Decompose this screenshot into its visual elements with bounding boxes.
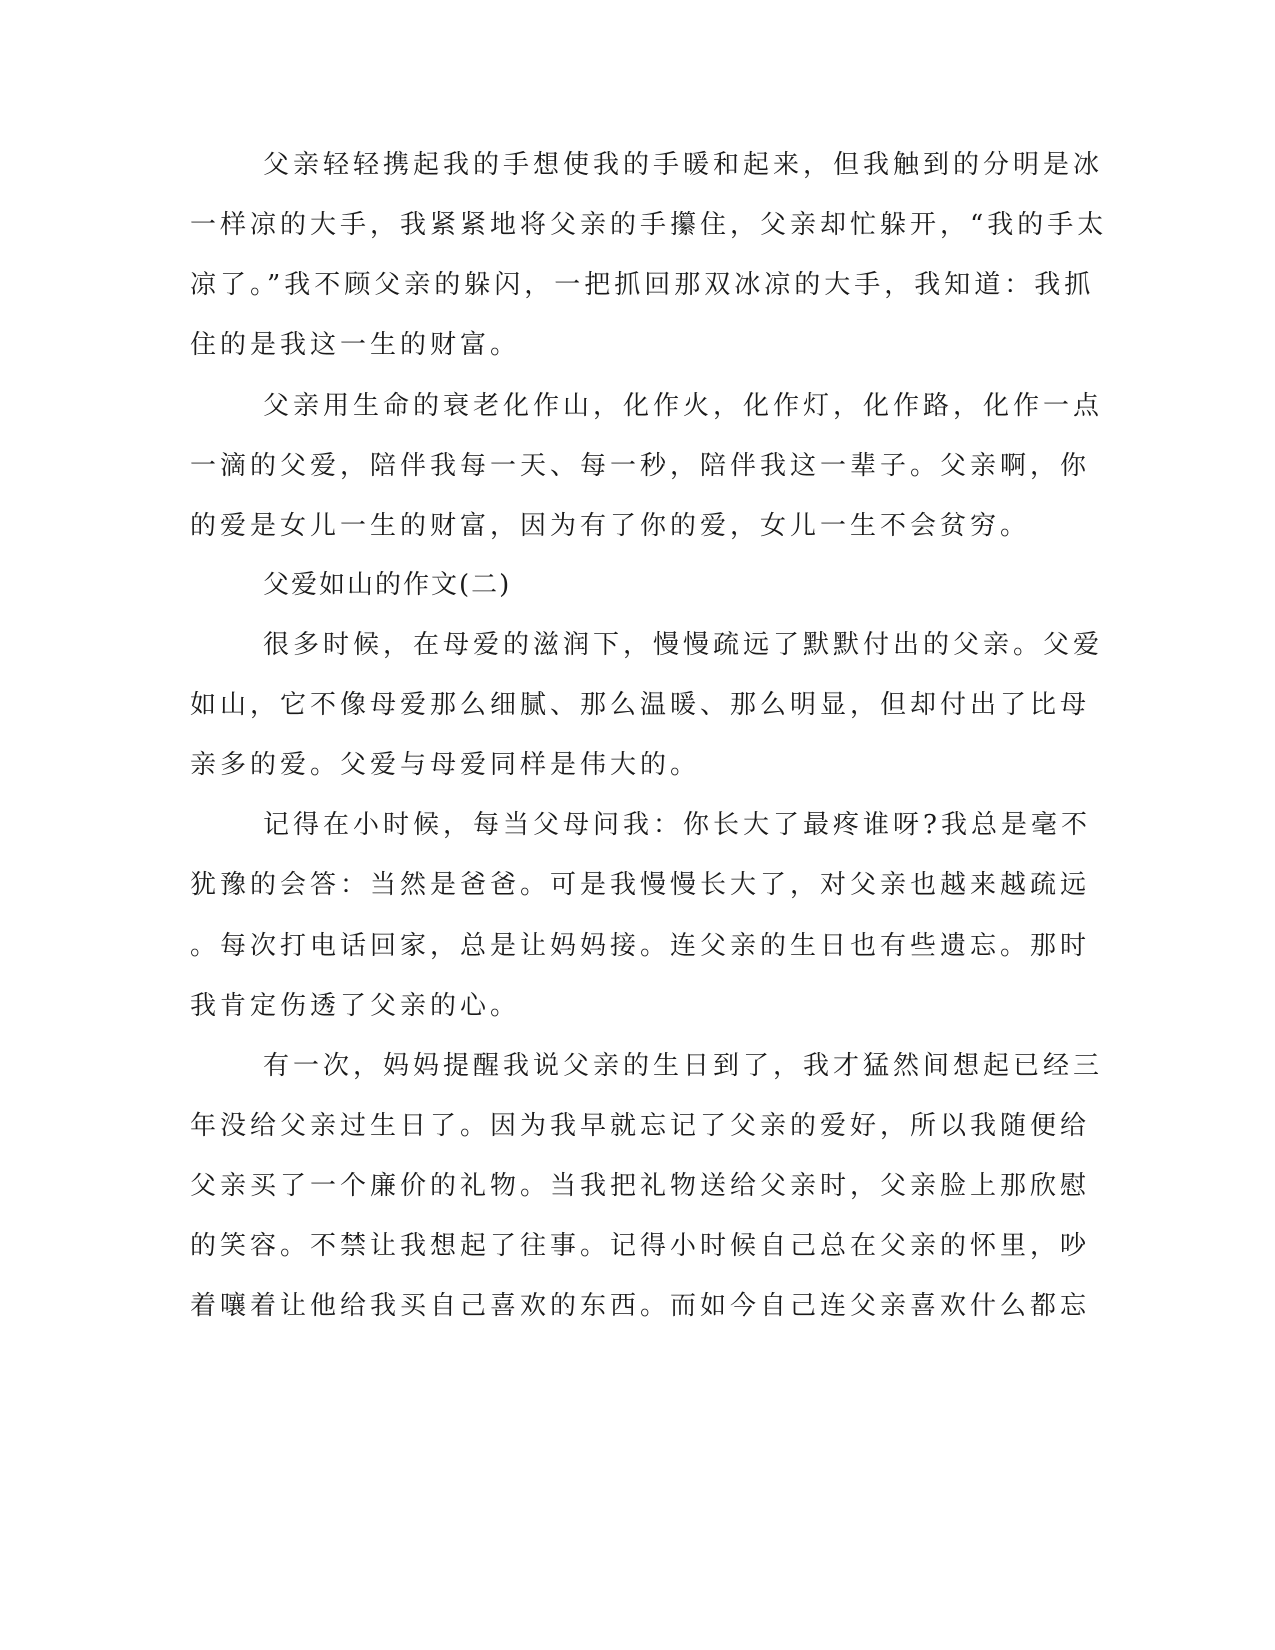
paragraph-1-line-3: 凉了。”我不顾父亲的躲闪，一把抓回那双冰凉的大手，我知道：我抓 (190, 270, 1095, 300)
paragraph-3-line-1: 很多时候，在母爱的滋润下，慢慢疏远了默默付出的父亲。父爱 (263, 630, 1104, 660)
paragraph-5-line-1: 有一次，妈妈提醒我说父亲的生日到了，我才猛然间想起已经三 (263, 1051, 1104, 1081)
paragraph-5-line-2: 年没给父亲过生日了。因为我早就忘记了父亲的爱好，所以我随便给 (190, 1111, 1091, 1141)
paragraph-2-line-3: 的爱是女儿一生的财富，因为有了你的爱，女儿一生不会贫穷。 (190, 511, 1031, 541)
paragraph-3-line-3: 亲多的爱。父爱与母爱同样是伟大的。 (190, 750, 701, 780)
paragraph-2-line-2: 一滴的父爱，陪伴我每一天、每一秒，陪伴我这一辈子。父亲啊，你 (190, 451, 1091, 481)
paragraph-5-line-5: 着嚷着让他给我买自己喜欢的东西。而如今自己连父亲喜欢什么都忘 (190, 1291, 1091, 1321)
paragraph-4-line-4: 我肯定伤透了父亲的心。 (190, 991, 521, 1021)
paragraph-4-line-3: 。每次打电话回家，总是让妈妈接。连父亲的生日也有些遗忘。那时 (190, 931, 1091, 961)
paragraph-1-line-1: 父亲轻轻携起我的手想使我的手暖和起来，但我触到的分明是冰 (263, 150, 1104, 180)
paragraph-5-line-3: 父亲买了一个廉价的礼物。当我把礼物送给父亲时，父亲脸上那欣慰 (190, 1171, 1091, 1201)
paragraph-3-line-2: 如山，它不像母爱那么细腻、那么温暖、那么明显，但却付出了比母 (190, 690, 1091, 720)
section-heading: 父爱如山的作文(二) (263, 570, 512, 600)
paragraph-2-line-1: 父亲用生命的衰老化作山，化作火，化作灯，化作路，化作一点 (263, 391, 1104, 421)
paragraph-1-line-2: 一样凉的大手，我紧紧地将父亲的手攥住，父亲却忙躲开，“我的手太 (190, 210, 1108, 240)
paragraph-4-line-1: 记得在小时候，每当父母问我：你长大了最疼谁呀?我总是毫不 (263, 810, 1091, 840)
paragraph-1-line-4: 住的是我这一生的财富。 (190, 330, 521, 360)
paragraph-5-line-4: 的笑容。不禁让我想起了往事。记得小时候自己总在父亲的怀里，吵 (190, 1231, 1091, 1261)
paragraph-4-line-2: 犹豫的会答：当然是爸爸。可是我慢慢长大了，对父亲也越来越疏远 (190, 870, 1091, 900)
